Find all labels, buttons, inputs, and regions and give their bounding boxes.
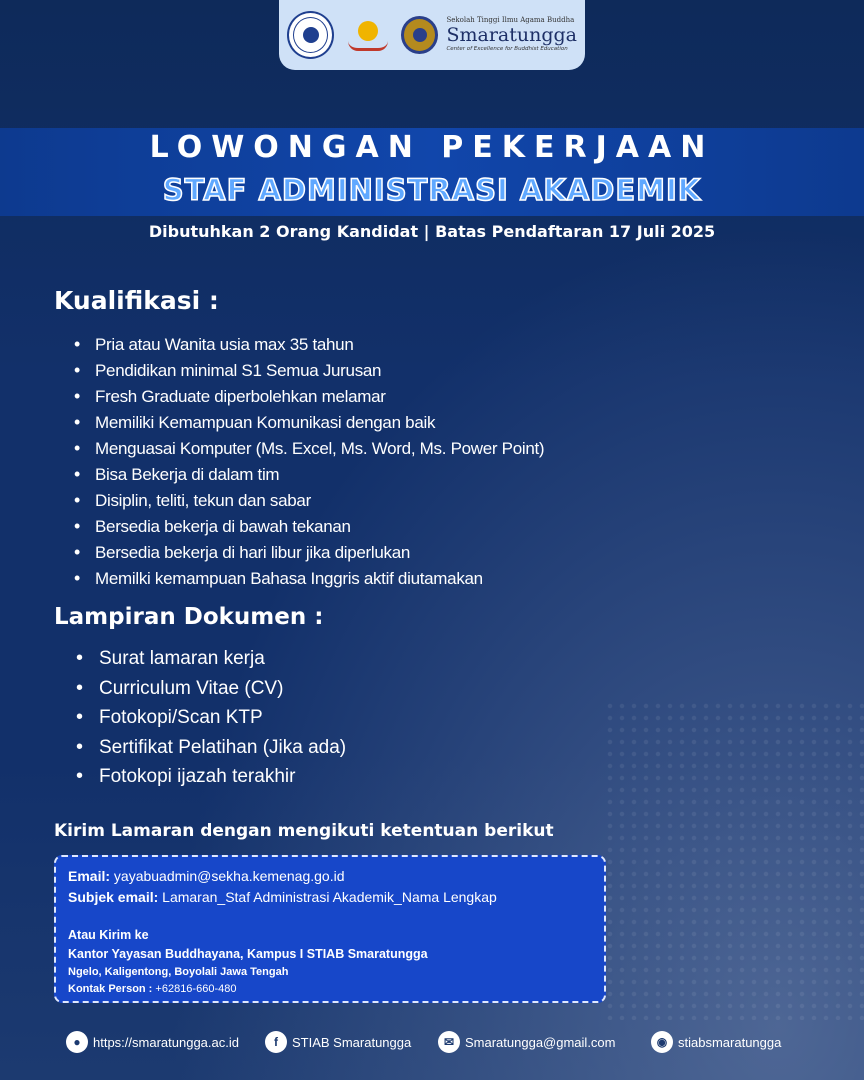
mail-icon: ✉ bbox=[438, 1031, 460, 1053]
subject-label: Subjek email: bbox=[68, 889, 159, 905]
dharma-logo-icon bbox=[342, 11, 393, 59]
list-item: • Bersedia bekerja di bawah tekanan bbox=[74, 513, 544, 539]
contact-label: Kontak Person : bbox=[68, 983, 153, 995]
list-item: • Pendidikan minimal S1 Semua Jurusan bbox=[74, 357, 544, 383]
list-item: • Sertifikat Pelatihan (Jika ada) bbox=[76, 733, 346, 763]
instagram-icon: ◉ bbox=[651, 1031, 673, 1053]
subject-value: Lamaran_Staf Administrasi Akademik_Nama Lengkap bbox=[158, 889, 497, 905]
page-title: LOWONGAN PEKERJAAN bbox=[149, 130, 715, 165]
office-address: Ngelo, Kaligentong, Boyolali Jawa Tengah bbox=[68, 966, 289, 978]
email-value[interactable]: yayabuadmin@sekha.kemenag.go.id bbox=[110, 868, 345, 884]
email-row bbox=[68, 866, 592, 887]
list-item: • Memiliki Kemampuan Komunikasi dengan baik bbox=[74, 409, 544, 435]
kirim-title: Kirim Lamaran dengan mengikuti ketentuan berikut bbox=[54, 821, 554, 841]
position-title: STAF ADMINISTRASI AKADEMIK bbox=[162, 173, 702, 207]
list-item: • Menguasai Komputer (Ms. Excel, Ms. Word, Ms. Power Point) bbox=[74, 435, 544, 461]
footer-instagram-link[interactable] bbox=[651, 1031, 781, 1053]
subtitle: Dibutuhkan 2 Orang Kandidat | Batas Pendaftaran 17 Juli 2025 bbox=[148, 222, 716, 241]
lampiran-title: Lampiran Dokumen : bbox=[54, 604, 324, 630]
atau-kirim: Atau Kirim ke bbox=[68, 928, 149, 942]
list-item: • Surat lamaran kerja bbox=[76, 644, 346, 674]
facebook-icon: f bbox=[265, 1031, 287, 1053]
contact-phone[interactable]: +62816-660-480 bbox=[152, 983, 237, 995]
website-text: https://smaratungga.ac.id bbox=[93, 1034, 239, 1050]
list-item: • Fotokopi/Scan KTP bbox=[76, 703, 346, 733]
email-text: Smaratungga@gmail.com bbox=[465, 1034, 616, 1050]
list-item: • Memilki kemampuan Bahasa Inggris aktif diutamakan bbox=[74, 565, 544, 591]
brand-small: Sekolah Tinggi Ilmu Agama Buddha bbox=[446, 16, 575, 25]
list-item: • Fotokopi ijazah terakhir bbox=[76, 762, 346, 792]
list-item: • Fresh Graduate diperbolehkan melamar bbox=[74, 383, 544, 409]
footer bbox=[66, 1030, 806, 1054]
yayasan-buddhayana-seal-icon bbox=[287, 11, 334, 59]
globe-icon: ● bbox=[66, 1031, 88, 1053]
list-item: • Disiplin, teliti, tekun dan sabar bbox=[74, 487, 544, 513]
footer-website-link[interactable] bbox=[66, 1031, 239, 1053]
brand-name: Smaratungga bbox=[446, 24, 577, 47]
facebook-text: STIAB Smaratungga bbox=[292, 1034, 412, 1050]
email-label: Email: bbox=[68, 868, 111, 884]
logo-bar bbox=[279, 0, 585, 70]
list-item: • Curriculum Vitae (CV) bbox=[76, 674, 346, 704]
dot-pattern-decoration bbox=[604, 700, 864, 1020]
kualifikasi-list bbox=[74, 331, 544, 591]
brand-tagline: Center of Excellence for Buddhist Education bbox=[446, 46, 568, 53]
brand-text bbox=[446, 17, 577, 53]
list-item: • Bersedia bekerja di hari libur jika diperlukan bbox=[74, 539, 544, 565]
instagram-text: stiabsmaratungga bbox=[678, 1034, 782, 1050]
stiab-logo-icon bbox=[401, 16, 438, 54]
kualifikasi-title: Kualifikasi : bbox=[54, 286, 219, 315]
subject-row bbox=[68, 887, 592, 908]
list-item: • Pria atau Wanita usia max 35 tahun bbox=[74, 331, 544, 357]
footer-facebook-link[interactable] bbox=[265, 1031, 411, 1053]
contact-box bbox=[54, 855, 606, 1003]
contact-person-row bbox=[68, 981, 592, 997]
office-name: Kantor Yayasan Buddhayana, Kampus I STIAB Smaratungga bbox=[68, 947, 428, 961]
footer-email-link[interactable] bbox=[438, 1031, 615, 1053]
list-item: • Bisa Bekerja di dalam tim bbox=[74, 461, 544, 487]
lampiran-list bbox=[76, 644, 346, 792]
